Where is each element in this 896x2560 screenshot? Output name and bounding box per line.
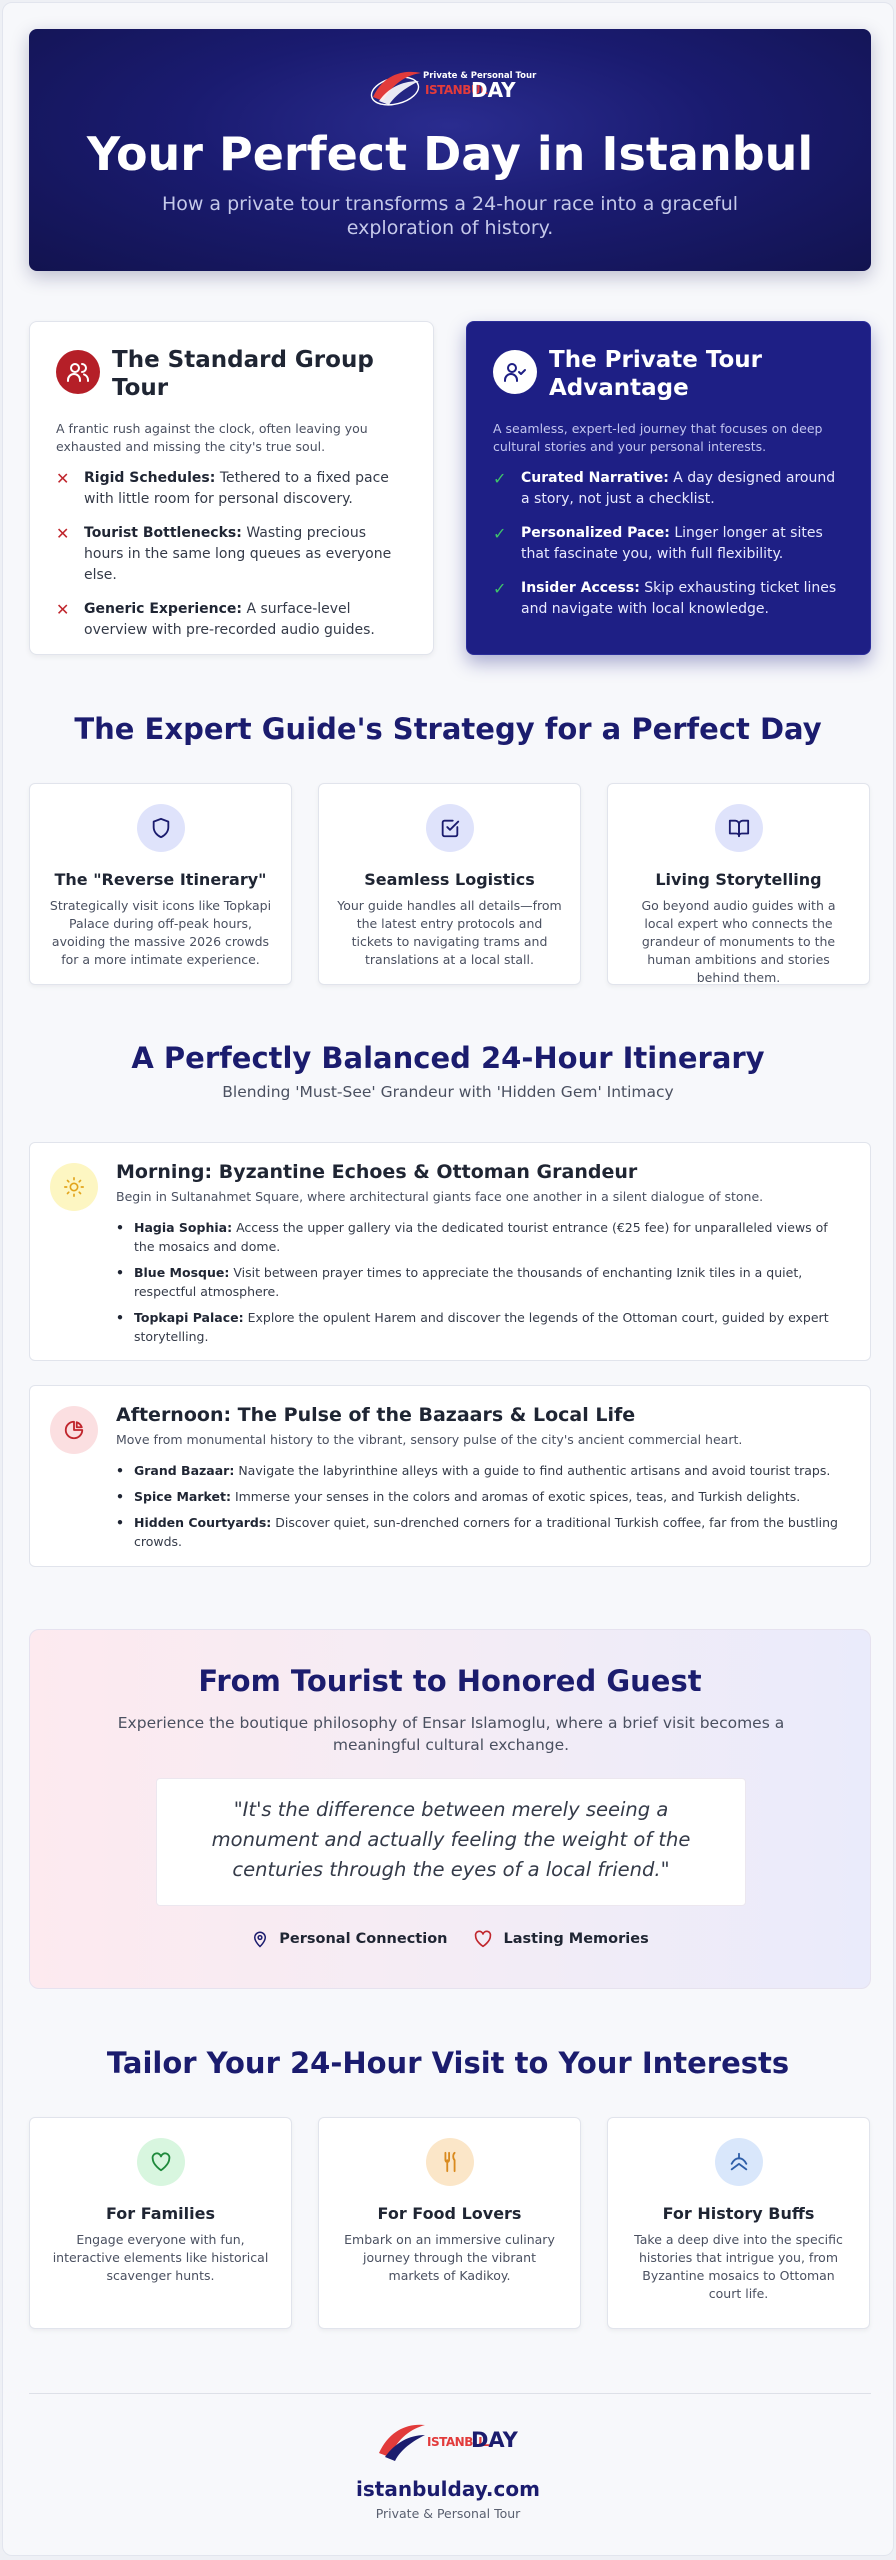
logo-word-day: DAY [471,2428,518,2452]
card-text: Go beyond audio guides with a local expert who connects the grandeur of monuments to the human ambitions and stories behind them. [641,898,836,985]
user-check-icon [493,350,537,394]
tailor-title: Tailor Your 24-Hour Visit to Your Interests [106,2046,790,2080]
itinerary-subtitle: Blending 'Must-See' Grandeur with 'Hidden Gem' Intimacy [222,1083,674,1101]
logo-tagline: Private & Personal Tour [423,71,537,81]
list-item: ✕ Rigid Schedules: Tethered to a fixed pace with little room for personal discovery. [56,468,409,510]
logo-emblem-icon [369,61,429,115]
morning-title: Morning: Byzantine Echoes & Ottoman Grandeur [116,1161,638,1183]
private-tour-card [466,321,871,655]
guest-badges [30,1930,870,1948]
honored-guest-section [29,1629,871,1989]
tailor-card-families [29,2117,292,2329]
itinerary-title: A Perfectly Balanced 24-Hour Itinerary [131,1041,765,1075]
list-item: • Spice Market: Immerse your senses in the colors and aromas of exotic spices, teas, and Turkish delights. [116,1487,852,1506]
list-item: ✓ Personalized Pace: Linger longer at sites that fascinate you, with full flexibility. [493,523,846,565]
check-icon: ✓ [493,469,507,488]
map-pin-icon [251,1930,269,1948]
card-title: Living Storytelling [655,870,822,889]
x-icon: ✕ [56,600,70,619]
list-item: ✕ Generic Experience: A surface-level overview with pre-recorded audio guides. [56,599,409,641]
private-tour-intro: A seamless, expert-led journey that focuses on deep cultural stories and your personal interests. [493,421,823,454]
pie-chart-icon [50,1406,98,1454]
footer-tagline: Private & Personal Tour [375,2506,521,2521]
morning-lead: Begin in Sultanahmet Square, where architectural giants face one another in a silent dialogue of stone. [116,1189,764,1204]
afternoon-title: Afternoon: The Pulse of the Bazaars & Local Life [116,1404,636,1426]
strategy-card-logistics [318,783,581,985]
guest-subtitle: Experience the boutique philosophy of Ensar Islamoglu, where a brief visit becomes a meaningful cultural exchange. [117,1714,785,1754]
standard-tour-intro: A frantic rush against the clock, often leaving you exhausted and missing the city's true soul. [56,421,368,454]
list-item: ✓ Insider Access: Skip exhausting ticket lines and navigate with local knowledge. [493,578,846,620]
list-item: ✓ Curated Narrative: A day designed around a story, not just a checklist. [493,468,846,510]
standard-tour-list [56,468,409,641]
afternoon-lead: Move from monumental history to the vibrant, sensory pulse of the city's ancient commercial heart. [116,1432,743,1447]
list-item: • Hidden Courtyards: Discover quiet, sun-drenched corners for a traditional Turkish coffee, far from the bustling crowds. [116,1513,852,1551]
card-title: For Families [105,2204,216,2223]
tailor-card-food [318,2117,581,2329]
standard-tour-card [29,321,434,655]
card-title: The "Reverse Itinerary" [54,870,267,889]
hero-banner [29,29,871,271]
strategy-card-reverse-itinerary [29,783,292,985]
card-text: Take a deep dive into the specific histories that intrigue you, from Byzantine mosaics to Ottoman court life. [634,2232,843,2301]
shield-icon [137,804,185,852]
list-item: • Topkapi Palace: Explore the opulent Harem and discover the legends of the Ottoman court, guided by expert storytelling. [116,1308,852,1346]
standard-tour-title: The Standard Group Tour [112,347,374,401]
footer-divider [29,2393,871,2394]
card-title: For Food Lovers [377,2204,522,2223]
logo-word-istanbul: ISTANBUL [425,83,488,97]
page-subtitle: How a private tour transforms a 24-hour race into a graceful exploration of history. [161,193,739,239]
card-text: Your guide handles all details—from the latest entry protocols and tickets to navigating trams and translations at a local stall. [337,898,562,967]
private-tour-title: The Private Tour Advantage [549,347,763,401]
book-icon [715,804,763,852]
morning-list [116,1218,852,1346]
landmark-icon [715,2138,763,2186]
card-text: Strategically visit icons like Topkapi Palace during off-peak hours, avoiding the massive 2026 crowds for a more intimate experience. [49,898,272,967]
utensils-icon [426,2138,474,2186]
users-icon [56,350,100,394]
afternoon-list [116,1461,852,1551]
list-item: • Grand Bazaar: Navigate the labyrinthine alleys with a guide to find authentic artisans and avoid tourist traps. [116,1461,852,1480]
footer-site-link[interactable]: istanbulday.com [356,2477,540,2501]
list-item: ✕ Tourist Bottlenecks: Wasting precious hours in the same long queues as everyone else. [56,523,409,586]
checkbox-icon [426,804,474,852]
itinerary-afternoon-card [29,1385,871,1567]
private-tour-list [493,468,846,620]
check-icon: ✓ [493,579,507,598]
x-icon: ✕ [56,469,70,488]
badge-personal-connection: Personal Connection [251,1930,447,1948]
strategy-card-storytelling [607,783,870,985]
check-icon: ✓ [493,524,507,543]
logo-word-day: DAY [471,78,516,102]
strategy-title: The Expert Guide's Strategy for a Perfect Day [74,712,822,746]
list-item: • Hagia Sophia: Access the upper gallery via the dedicated tourist entrance (€25 fee) for unparalleled views of the mosaics and dome. [116,1218,852,1256]
x-icon: ✕ [56,524,70,543]
tailor-card-history [607,2117,870,2329]
badge-lasting-memories: Lasting Memories [473,1930,648,1948]
heart-icon [473,1930,493,1948]
logo-word-istanbul: ISTANBUL [427,2435,490,2449]
card-text: Engage everyone with fun, interactive elements like historical scavenger hunts. [52,2232,269,2283]
hero-logo [369,61,539,115]
heart-icon [137,2138,185,2186]
infographic-page [2,2,894,2556]
guest-title: From Tourist to Honored Guest [198,1664,702,1698]
card-title: Seamless Logistics [364,870,535,889]
guest-quote: "It's the difference between merely seeing a monument and actually feeling the weight of the centuries through the eyes of a local friend." [156,1778,746,1906]
card-text: Embark on an immersive culinary journey through the vibrant markets of Kadikoy. [344,2232,555,2283]
page-title: Your Perfect Day in Istanbul [86,127,814,181]
card-title: For History Buffs [662,2204,815,2223]
sun-icon [50,1163,98,1211]
footer-logo [375,2417,525,2465]
list-item: • Blue Mosque: Visit between prayer times to appreciate the thousands of enchanting Iznik tiles in a quiet, respectful atmosphere. [116,1263,852,1301]
logo-emblem-icon [375,2417,431,2465]
itinerary-morning-card [29,1142,871,1361]
